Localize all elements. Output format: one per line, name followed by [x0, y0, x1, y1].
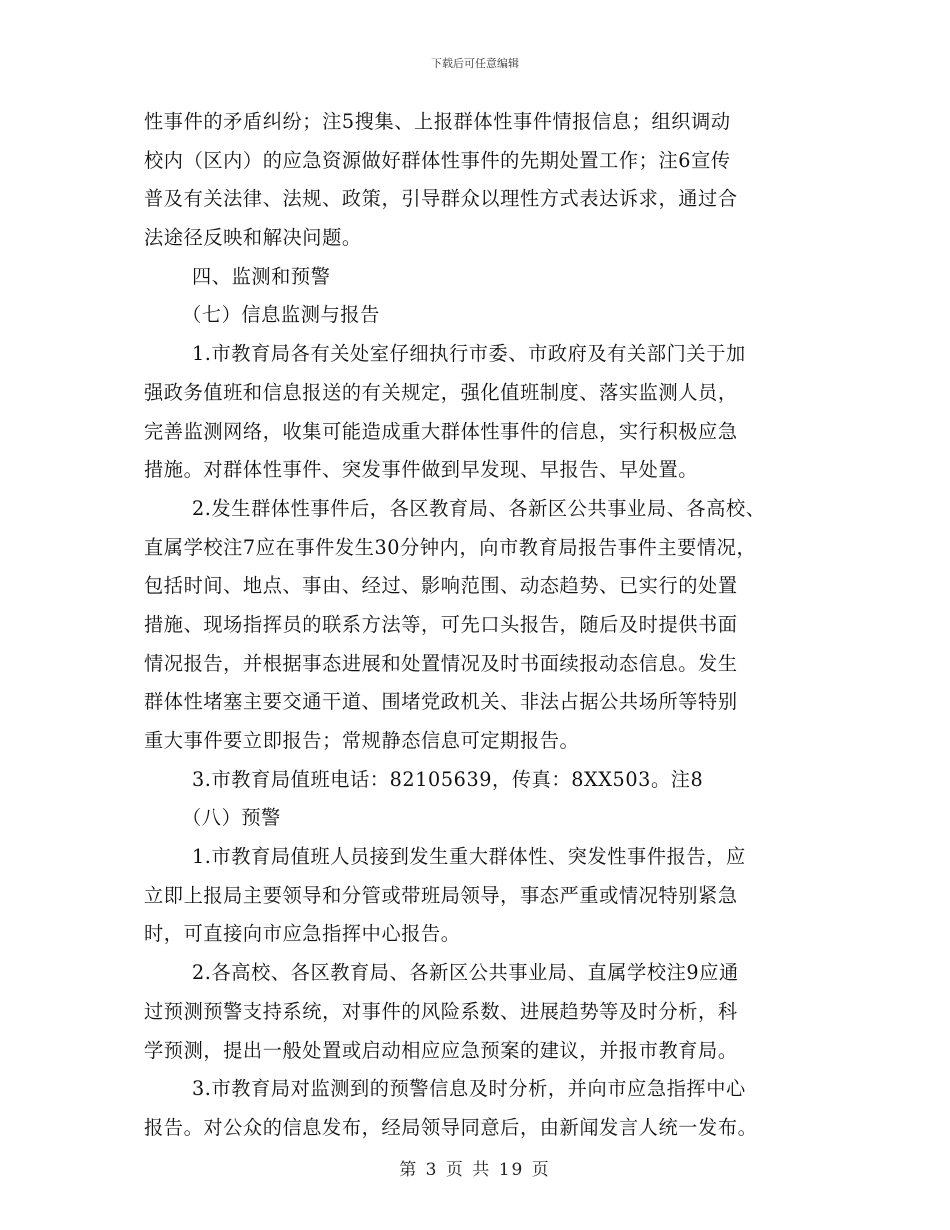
- page-header: 下载后可任意编辑: [431, 57, 519, 70]
- body-line: 包括时间、地点、事由、经过、影响范围、动态趋势、已实行的处置: [144, 574, 738, 598]
- body-line: 强政务值班和信息报送的有关规定，强化值班制度、落实监测人员，: [144, 380, 738, 404]
- body-line: 报告。对公众的信息发布，经局领导同意后，由新闻发言人统一发布。: [144, 1115, 758, 1139]
- body-line: 措施、现场指挥员的联系方法等，可先口头报告，随后及时提供书面: [144, 612, 738, 636]
- section-heading: 四、监测和预警: [192, 264, 331, 288]
- body-line: 法途径反映和解决问题。: [144, 226, 362, 250]
- body-line: 性事件的矛盾纠纷；注5搜集、上报群体性事件情报信息；组织调动: [144, 110, 731, 133]
- paragraph-start: 2.各高校、各区教育局、各新区公共事业局、直属学校注9应通: [192, 961, 739, 985]
- body-line: 过预测预警支持系统，对事件的风险系数、进展趋势等及时分析，科: [144, 999, 738, 1023]
- body-line: 群体性堵塞主要交通干道、围堵党政机关、非法占据公共场所等特别: [144, 690, 738, 714]
- subsection-heading: （七）信息监测与报告: [182, 303, 380, 327]
- document-body: [144, 103, 804, 1148]
- body-line: 重大事件要立即报告；常规静态信息可定期报告。: [144, 729, 580, 752]
- paragraph-start: 1.市教育局各有关处室仔细执行市委、市政府及有关部门关于加: [192, 342, 746, 366]
- body-line: 情况报告，并根据事态进展和处置情况及时书面续报动态信息。发生: [144, 651, 738, 675]
- page-footer: 第 3 页 共 19 页: [399, 1160, 551, 1180]
- body-line: 普及有关法律、法规、政策，引导群众以理性方式表达诉求，通过合: [144, 187, 738, 211]
- paragraph-start: 1.市教育局值班人员接到发生重大群体性、突发性事件报告，应: [192, 845, 746, 869]
- paragraph-start: 3.市教育局对监测到的预警信息及时分析，并向市应急指挥中心: [192, 1077, 746, 1101]
- body-line: 完善监测网络，收集可能造成重大群体性事件的信息，实行积极应急: [144, 419, 738, 443]
- paragraph-start: 3.市教育局值班电话：82105639，传真：8XX503。注8: [192, 767, 704, 791]
- body-line: 立即上报局主要领导和分管或带班局领导，事态严重或情况特别紧急: [144, 883, 738, 907]
- body-line: 时，可直接向市应急指挥中心报告。: [144, 922, 461, 946]
- body-line: 措施。对群体性事件、突发事件做到早发现、早报告、早处置。: [144, 458, 699, 482]
- subsection-heading: （八）预警: [182, 806, 281, 830]
- body-line: 直属学校注7应在事件发生30分钟内，向市教育局报告事件主要情况，: [144, 535, 757, 559]
- paragraph-start: 2.发生群体性事件后，各区教育局、各新区公共事业局、各高校、: [192, 496, 766, 520]
- body-line: 学预测，提出一般处置或启动相应应急预案的建议，并报市教育局。: [144, 1038, 738, 1062]
- body-line: 校内（区内）的应急资源做好群体性事件的先期处置工作；注6宣传: [144, 148, 731, 172]
